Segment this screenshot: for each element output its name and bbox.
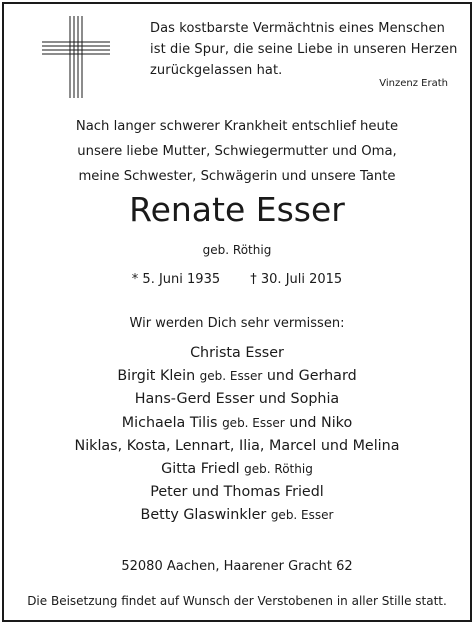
mourner-name: Christa Esser <box>190 345 284 361</box>
maiden-name: geb. Röthig <box>202 243 272 257</box>
intro-line: meine Schwester, Schwägerin und unsere Tante <box>78 169 396 184</box>
birth-date: * 5. Juni 1935 <box>131 272 221 287</box>
mourner-note: geb. Esser <box>222 415 285 430</box>
mourner-line <box>0 435 474 458</box>
quote-block <box>150 18 470 81</box>
cross-icon <box>40 14 112 100</box>
mourner-name: Birgit Klein <box>117 368 196 385</box>
miss-line: Wir werden Dich sehr vermissen: <box>129 316 345 331</box>
intro-line: unsere liebe Mutter, Schwiegermutter und Oma, <box>77 144 397 159</box>
life-dates <box>0 270 474 290</box>
mourner-name: Michaela Tilis <box>121 414 218 431</box>
quote-author: Vinzenz Erath <box>379 78 448 89</box>
mourner-line <box>0 458 474 481</box>
mourner-suffix: und Niko <box>289 414 353 431</box>
mourner-line <box>0 365 474 388</box>
mourner-note: geb. Esser <box>270 508 334 523</box>
mourner-suffix: und Gerhard <box>266 368 357 385</box>
mourner-note: geb. Esser <box>199 369 263 384</box>
mourner-name: Peter und Thomas Friedl <box>150 484 324 501</box>
mourners-list <box>0 342 474 528</box>
quote-line: Das kostbarste Vermächtnis eines Menschen <box>150 21 445 36</box>
mourner-line <box>0 388 474 411</box>
quote-line: zurückgelassen hat. <box>150 63 283 78</box>
mourner-line <box>0 412 474 435</box>
mourner-name: Hans-Gerd Esser und Sophia <box>134 391 340 408</box>
mourner-line <box>0 481 474 504</box>
quote-line: ist die Spur, die seine Liebe in unseren Herzen <box>150 42 458 57</box>
intro-line: Nach langer schwerer Krankheit entschlief heute <box>75 119 399 134</box>
mourner-line <box>0 342 474 365</box>
mourner-note: geb. Röthig <box>244 462 313 477</box>
mourner-line <box>0 504 474 527</box>
intro-text <box>0 114 474 189</box>
mourner-name: Niklas, Kosta, Lennart, Ilia, Marcel und Melina <box>74 437 400 454</box>
funeral-note: Die Beisetzung findet auf Wunsch der Verstobenen in aller Stille statt. <box>27 594 447 608</box>
address: 52080 Aachen, Haarener Gracht 62 <box>121 559 353 574</box>
deceased-name: Renate Esser <box>129 190 345 229</box>
death-date: † 30. Juli 2015 <box>250 272 343 287</box>
mourner-name: Gitta Friedl <box>161 461 240 478</box>
mourner-name: Betty Glaswinkler <box>140 507 267 524</box>
